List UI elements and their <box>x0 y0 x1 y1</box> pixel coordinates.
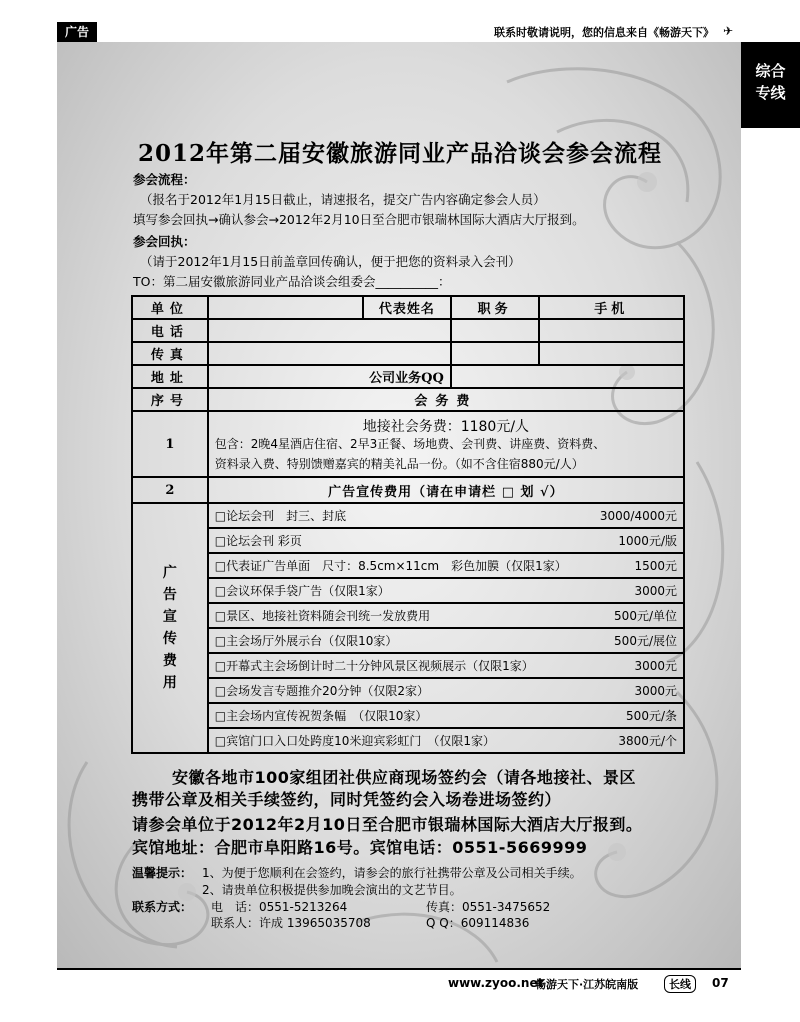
table-row <box>132 477 684 503</box>
ad-option-name: □论坛会刊 彩页 <box>214 534 302 548</box>
position-label: 职务 <box>451 296 539 319</box>
ad-label-char: 宣 <box>162 609 177 625</box>
table-row <box>132 342 684 365</box>
table-row <box>132 603 684 628</box>
table-row <box>132 296 684 319</box>
phone-position-field[interactable] <box>451 319 539 342</box>
side-tab-line1: 综合 <box>755 62 786 80</box>
section-side-tab <box>741 42 800 128</box>
ad-fee-vertical-label <box>132 503 208 753</box>
ad-option-row[interactable] <box>208 553 684 578</box>
ad-option-price: 500元/单位 <box>614 609 677 623</box>
footer-magazine: 畅游天下·江苏皖南版 <box>535 978 639 991</box>
ad-option-price: 3000元 <box>634 584 677 598</box>
ad-option-name: □会场发言专题推介20分钟（仅限2家） <box>214 684 430 698</box>
fax-field[interactable] <box>208 342 451 365</box>
notice-line2: 携带公章及相关手续签约，同时凭签约会入场卷进场签约） <box>132 790 562 809</box>
table-row <box>132 528 684 553</box>
company-qq-field[interactable] <box>451 365 684 388</box>
contact-fax: 传真：0551-3475652 <box>426 900 551 914</box>
fee-label: 会务费 <box>208 388 684 411</box>
item2-number: 2 <box>132 477 208 503</box>
ad-option-row[interactable] <box>208 603 684 628</box>
item1-cell <box>208 411 684 477</box>
ad-option-price: 3000/4000元 <box>599 509 677 523</box>
ad-option-row[interactable] <box>208 628 684 653</box>
table-row <box>132 678 684 703</box>
page-title: 2012年第二届安徽旅游同业产品洽谈会参会流程 <box>137 140 662 167</box>
ad-option-row[interactable] <box>208 678 684 703</box>
page-number: 07 <box>712 976 729 990</box>
item1-main: 地接社会务费：1180元/人 <box>362 419 530 435</box>
table-row <box>132 411 684 477</box>
fax-mobile-field[interactable] <box>539 342 685 365</box>
ad-option-price: 3000元 <box>634 659 677 673</box>
tips-item2: 2、请贵单位积极提供参加晚会演出的文艺节目。 <box>202 883 462 897</box>
receipt-line1: （请于2012年1月15日前盖章回传确认，便于把您的资料录入会刊） <box>140 254 521 269</box>
phone-field[interactable] <box>208 319 451 342</box>
ad-option-price: 1500元 <box>634 559 677 573</box>
bottom-rule <box>57 968 741 970</box>
footer-section-tag: 长线 <box>664 975 696 993</box>
item2-title: 广告宣传费用（请在申请栏 □ 划 √） <box>208 477 684 503</box>
ad-option-price: 1000元/版 <box>618 534 677 548</box>
ad-option-row[interactable] <box>208 703 684 728</box>
process-heading: 参会流程： <box>133 172 196 187</box>
magazine-logo-icon: ✈ <box>722 24 734 38</box>
table-row <box>132 319 684 342</box>
ad-option-name: □会议环保手袋广告（仅限1家） <box>214 584 390 598</box>
rep-name-label: 代表姓名 <box>363 296 451 319</box>
item1-detail2: 资料录入费、特别馈赠嘉宾的精美礼品一份。（如不含住宿880元/人） <box>214 457 584 471</box>
notice-line3: 请参会单位于2012年2月10日至合肥市银瑞林国际大酒店大厅报到。 <box>132 815 643 834</box>
contact-phone: 电 话：0551-5213264 <box>211 900 348 914</box>
ad-option-row[interactable] <box>208 528 684 553</box>
ad-option-row[interactable] <box>208 653 684 678</box>
contact-qq: Q Q：609114836 <box>426 916 530 930</box>
ad-option-price: 500元/展位 <box>614 634 677 648</box>
table-row <box>132 653 684 678</box>
fax-label: 传真 <box>132 342 208 365</box>
ad-label-char: 广 <box>162 565 177 581</box>
receipt-heading: 参会回执： <box>133 234 196 249</box>
ad-label-char: 传 <box>162 631 177 647</box>
fax-position-field[interactable] <box>451 342 539 365</box>
phone-label: 电话 <box>132 319 208 342</box>
unit-field[interactable] <box>208 296 363 319</box>
ad-option-name: □代表证广告单面 尺寸：8.5cm×11cm 彩色加膜（仅限1家） <box>214 559 567 573</box>
contact-person: 联系人：许成 13965035708 <box>211 916 371 930</box>
registration-form-table <box>131 295 685 754</box>
ad-option-price: 3000元 <box>634 684 677 698</box>
notice-line4: 宾馆地址：合肥市阜阳路16号。宾馆电话：0551-5669999 <box>132 838 588 857</box>
tips-label: 温馨提示： <box>132 866 193 880</box>
ad-label-char: 用 <box>162 675 177 691</box>
ad-option-row[interactable] <box>208 578 684 603</box>
source-note: 联系时敬请说明，您的信息来自《畅游天下》 <box>494 26 714 39</box>
table-row <box>132 365 684 388</box>
table-row <box>132 503 684 528</box>
ad-option-price: 500元/条 <box>626 709 677 723</box>
company-qq-label: 公司业务QQ <box>208 365 451 388</box>
table-row <box>132 703 684 728</box>
process-line2: 填写参会回执→确认参会→2012年2月10日至合肥市银瑞林国际大酒店大厅报到。 <box>133 212 585 227</box>
mobile-label: 手机 <box>539 296 685 319</box>
notice-line1: 安徽各地市100家组团社供应商现场签约会（请各地接社、景区 <box>172 768 636 787</box>
ad-option-row[interactable] <box>208 728 684 753</box>
table-row <box>132 628 684 653</box>
ad-option-price: 3800元/个 <box>618 734 677 748</box>
ad-option-name: □宾馆门口入口处跨度10米迎宾彩虹门 （仅限1家） <box>214 734 496 748</box>
footer-website[interactable]: www.zyoo.net <box>448 976 544 990</box>
table-row <box>132 388 684 411</box>
tips-item1: 1、为便于您顺利在会签约，请参会的旅行社携带公章及公司相关手续。 <box>202 866 582 880</box>
unit-label: 单位 <box>132 296 208 319</box>
ad-label-char: 告 <box>162 587 177 603</box>
process-line1: （报名于2012年1月15日截止，请速报名，提交广告内容确定参会人员） <box>140 192 546 207</box>
address-label: 地址 <box>132 365 208 388</box>
item1-number: 1 <box>132 411 208 477</box>
ad-label-char: 费 <box>162 653 177 669</box>
table-row <box>132 728 684 753</box>
ad-option-name: □开幕式主会场倒计时二十分钟风景区视频展示（仅限1家） <box>214 659 534 673</box>
ad-option-name: □论坛会刊 封三、封底 <box>214 509 347 523</box>
seq-label: 序号 <box>132 388 208 411</box>
contact-label: 联系方式： <box>132 900 193 914</box>
ad-option-name: □主会场内宣传祝贺条幅 （仅限10家） <box>214 709 428 723</box>
side-tab-line2: 专线 <box>755 84 786 102</box>
table-row <box>132 553 684 578</box>
item1-detail1: 包含：2晚4星酒店住宿、2早3正餐、场地费、会刊费、讲座费、资料费、 <box>214 437 606 451</box>
ad-option-row[interactable] <box>208 503 684 528</box>
ad-option-name: □主会场厅外展示台（仅限10家） <box>214 634 398 648</box>
ad-section-tag: 广告 <box>57 22 97 42</box>
table-row <box>132 578 684 603</box>
ad-option-name: □景区、地接社资料随会刊统一发放费用 <box>214 609 431 623</box>
phone-mobile-field[interactable] <box>539 319 685 342</box>
receipt-to-line: TO：第二届安徽旅游同业产品洽谈会组委会__________： <box>133 274 451 289</box>
